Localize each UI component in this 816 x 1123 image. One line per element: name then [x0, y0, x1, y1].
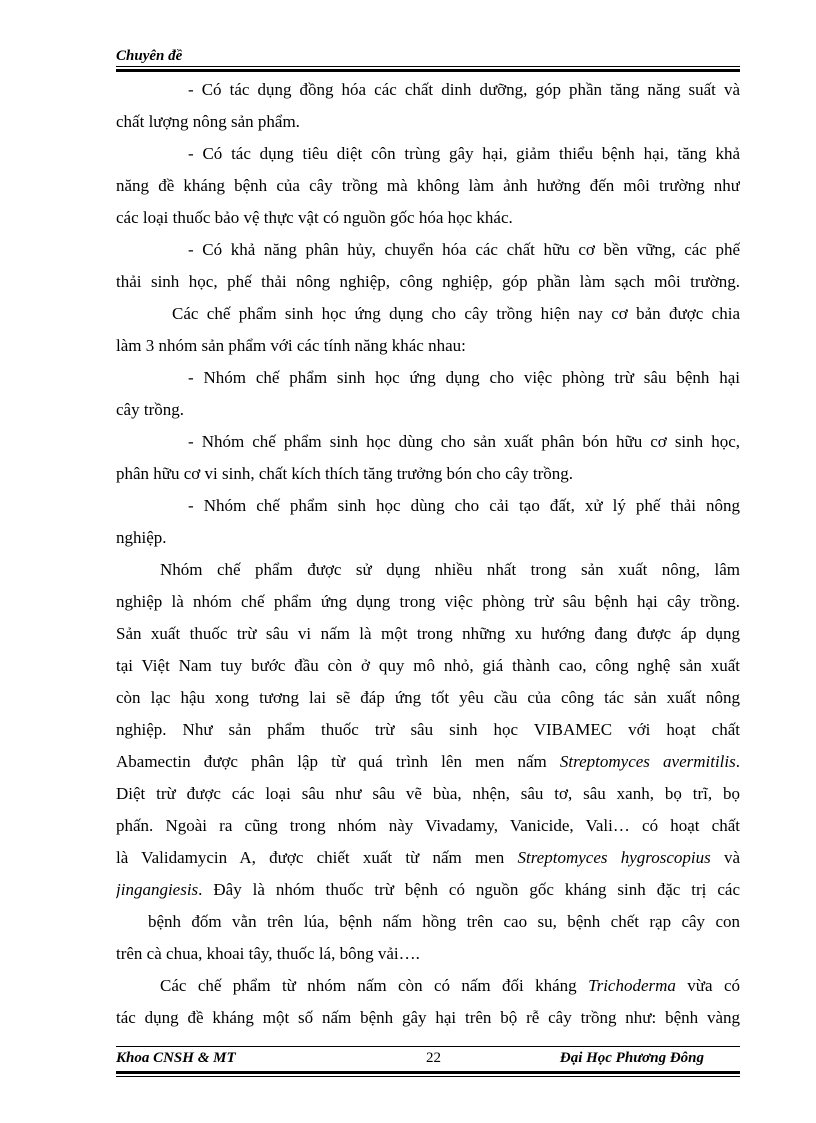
text-line: Sản xuất thuốc trừ sâu vi nấm là một trong những xu hướng đang được áp dụng	[116, 624, 740, 643]
text-line: - Có tác dụng tiêu diệt côn trùng gây hại, giảm thiểu bệnh hại, tăng khả	[188, 144, 740, 163]
header-title: Chuyên đề	[116, 48, 183, 64]
text-line: tác dụng đề kháng một số nấm bệnh gây hại trên bộ rễ cây trồng như: bệnh vàng	[116, 1008, 740, 1027]
text-line: phân hữu cơ vi sinh, chất kích thích tăng trưởng bón cho cây trồng.	[116, 464, 574, 483]
text-line: Các chế phẩm sinh học ứng dụng cho cây trồng hiện nay cơ bản được chia	[172, 304, 740, 323]
footer	[116, 1050, 740, 1072]
species-name: Streptomyces avermitilis	[559, 752, 736, 771]
footer-department: Khoa CNSH & MT	[116, 1050, 236, 1066]
text-span: .	[735, 752, 740, 771]
text-line: - Có khả năng phân hủy, chuyển hóa các chất hữu cơ bền vững, các phế	[188, 240, 740, 259]
text-line	[116, 842, 740, 874]
text-line: cây trồng.	[116, 400, 184, 419]
text-line: Nhóm chế phẩm được sử dụng nhiều nhất trong sản xuất nông, lâm	[160, 560, 740, 579]
text-line: - Nhóm chế phẩm sinh học dùng cho sản xuất phân bón hữu cơ sinh học,	[188, 432, 740, 451]
text-line: làm 3 nhóm sản phẩm với các tính năng khác nhau:	[116, 336, 466, 355]
text-line: phấn. Ngoài ra cũng trong nhóm này Vivadamy, Vanicide, Vali… có hoạt chất	[116, 816, 740, 835]
text-line: - Nhóm chế phẩm sinh học ứng dụng cho việc phòng trừ sâu bệnh hại	[188, 368, 740, 387]
footer-rule-top	[116, 1046, 740, 1047]
text-span: . Đây là nhóm thuốc trừ bệnh có nguồn gốc kháng sinh đặc trị các	[198, 880, 740, 899]
text-line: các loại thuốc bảo vệ thực vật có nguồn gốc hóa học khác.	[116, 208, 513, 227]
species-name: jingangiesis	[116, 880, 199, 899]
text-line: Diệt trừ được các loại sâu như sâu vẽ bùa, nhện, sâu tơ, sâu xanh, bọ trĩ, bọ	[116, 784, 740, 803]
text-line: bệnh đốm vằn trên lúa, bệnh nấm hồng trên cao su, bệnh chết rạp cây con	[148, 912, 740, 931]
footer-university: Đại Học Phương Đông	[559, 1050, 704, 1066]
text-span: là Validamycin A, được chiết xuất từ nấm men	[116, 848, 518, 867]
text-line: nghiệp.	[116, 528, 167, 547]
text-span: vừa có	[675, 976, 740, 995]
text-line	[116, 874, 740, 906]
text-line: còn lạc hậu xong tương lai sẽ đáp ứng tốt yêu cầu của công tác sản xuất nông	[116, 688, 740, 707]
text-span: Abamectin được phân lập từ quá trình lên men nấm	[116, 752, 560, 771]
page-number: 22	[426, 1050, 441, 1066]
text-line	[116, 746, 740, 778]
body-text	[116, 74, 740, 1034]
text-line: nghiệp. Như sản phẩm thuốc trừ sâu sinh học VIBAMEC với hoạt chất	[116, 720, 740, 739]
text-line	[116, 970, 740, 1002]
text-line: nghiệp là nhóm chế phẩm ứng dụng trong việc phòng trừ sâu bệnh hại cây trồng.	[116, 592, 740, 611]
text-span: và	[710, 848, 740, 867]
text-span: Các chế phẩm từ nhóm nấm còn có nấm đối kháng	[160, 976, 589, 995]
text-line: chất lượng nông sản phẩm.	[116, 112, 300, 131]
text-line: thải sinh học, phế thải nông nghiệp, công nghiệp, góp phần làm sạch môi trường.	[116, 272, 740, 291]
text-line: - Nhóm chế phẩm sinh học dùng cho cải tạo đất, xử lý phế thải nông	[188, 496, 740, 515]
genus-name: Trichoderma	[588, 976, 676, 995]
species-name: Streptomyces hygroscopius	[517, 848, 711, 867]
text-line: - Có tác dụng đồng hóa các chất dinh dưỡng, góp phần tăng năng suất và	[188, 80, 740, 99]
text-line: tại Việt Nam tuy bước đầu còn ở quy mô nhỏ, giá thành cao, công nghệ sản xuất	[116, 656, 740, 675]
header-rule	[116, 66, 740, 72]
text-line: trên cà chua, khoai tây, thuốc lá, bông vải….	[116, 944, 420, 963]
footer-rule-bottom	[116, 1071, 740, 1077]
text-line: năng đề kháng bệnh của cây trồng mà không làm ảnh hưởng đến môi trường như	[116, 176, 740, 195]
